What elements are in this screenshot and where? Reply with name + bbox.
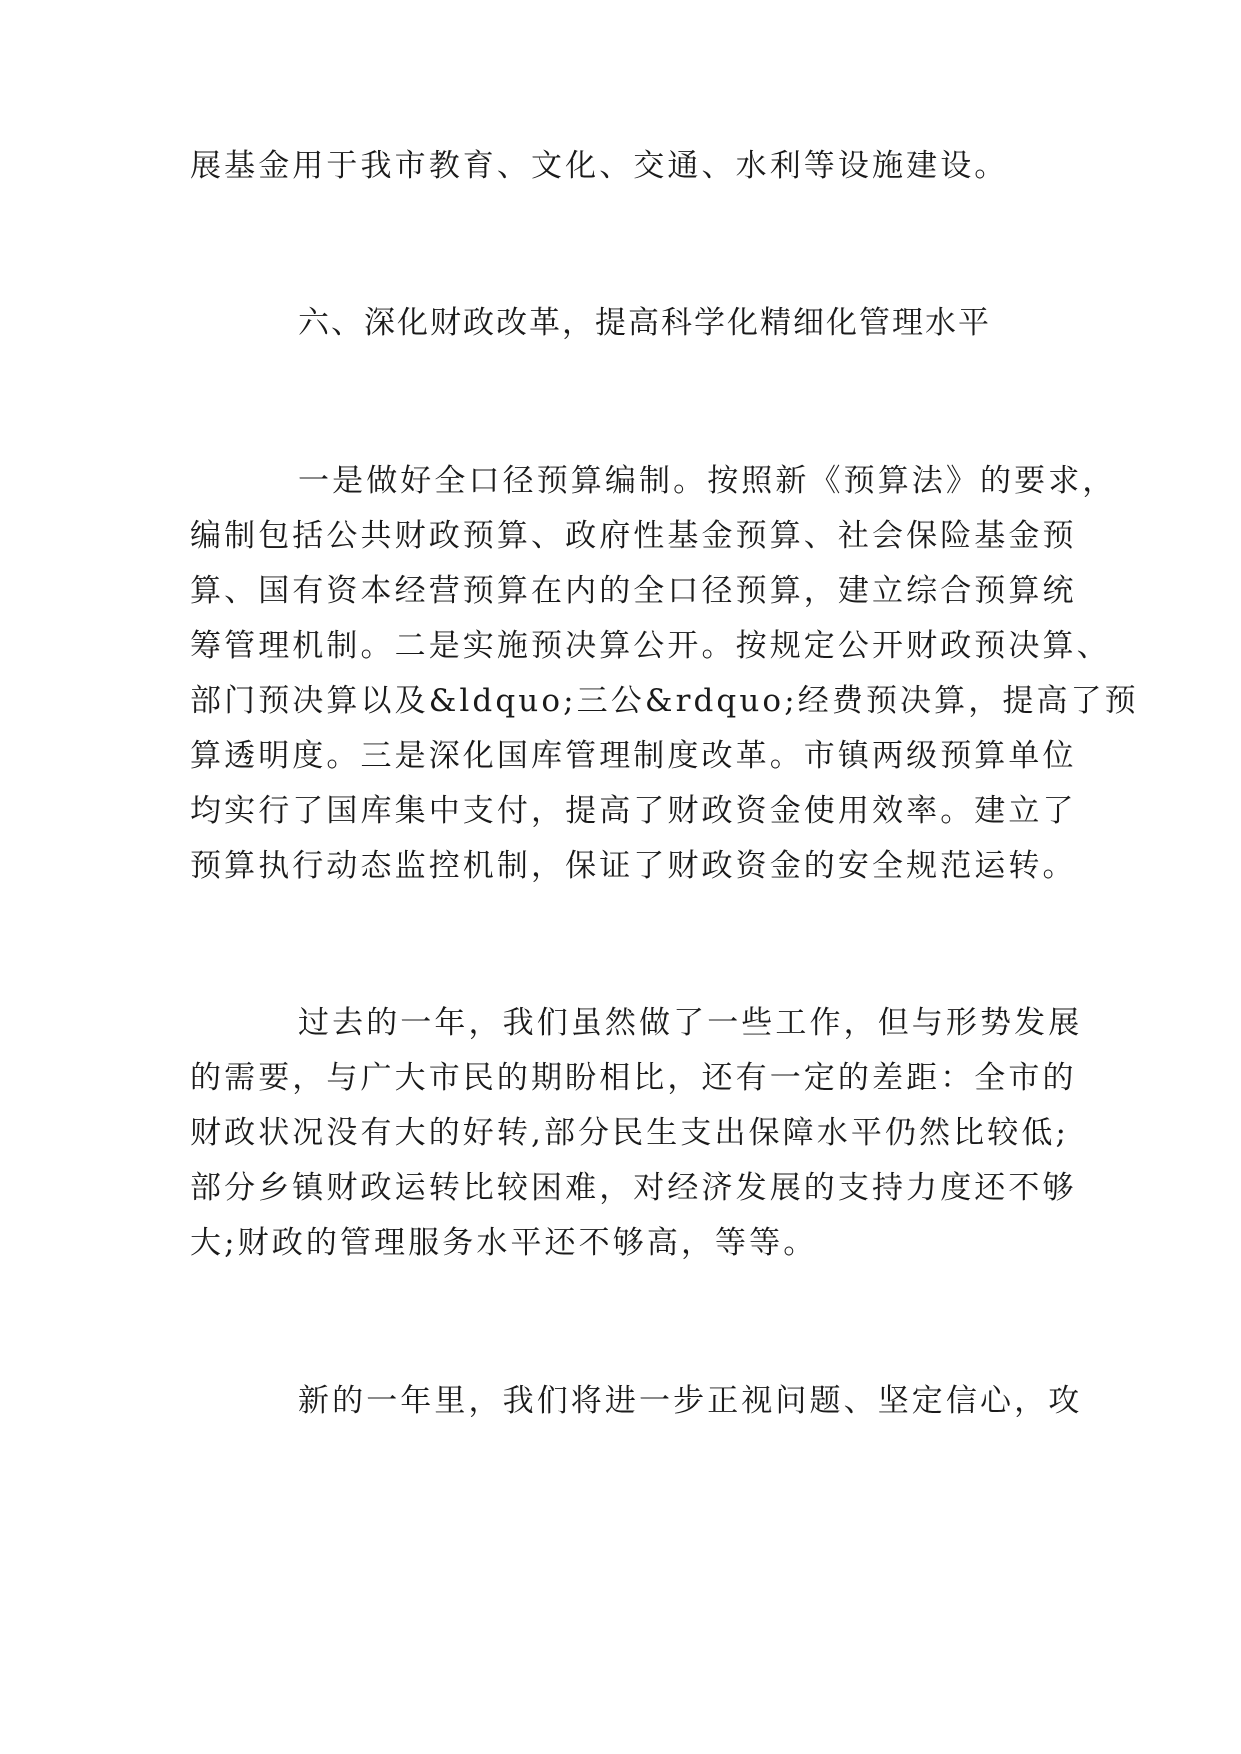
paragraph-line: 均实行了国库集中支付，提高了财政资金使用效率。建立了 xyxy=(190,793,1077,829)
paragraph-line: 部分乡镇财政运转比较困难，对经济发展的支持力度还不够 xyxy=(190,1170,1077,1206)
paragraph-line: 财政状况没有大的好转,部分民生支出保障水平仍然比较低; xyxy=(190,1115,1069,1151)
section-heading: 六、深化财政改革，提高科学化精细化管理水平 xyxy=(298,305,991,341)
paragraph-line: 预算执行动态监控机制，保证了财政资金的安全规范运转。 xyxy=(190,848,1077,884)
paragraph-line: 算透明度。三是深化国库管理制度改革。市镇两级预算单位 xyxy=(190,738,1077,774)
paragraph-line: 的需要，与广大市民的期盼相比，还有一定的差距：全市的 xyxy=(190,1060,1077,1096)
paragraph-line: 筹管理机制。二是实施预决算公开。按规定公开财政预决算、 xyxy=(190,628,1111,664)
paragraph-line: 过去的一年，我们虽然做了一些工作，但与形势发展 xyxy=(298,1005,1083,1041)
paragraph-line: 部门预决算以及&ldquo;三公&rdquo;经费预决算，提高了预 xyxy=(190,683,1139,719)
paragraph-line: 一是做好全口径预算编制。按照新《预算法》的要求， xyxy=(298,463,1117,499)
paragraph-line: 大;财政的管理服务水平还不够高，等等。 xyxy=(190,1225,818,1261)
paragraph-line: 编制包括公共财政预算、政府性基金预算、社会保险基金预 xyxy=(190,518,1077,554)
body-text-line: 展基金用于我市教育、文化、交通、水利等设施建设。 xyxy=(190,148,1009,184)
paragraph-line: 算、国有资本经营预算在内的全口径预算，建立综合预算统 xyxy=(190,573,1077,609)
paragraph-line: 新的一年里，我们将进一步正视问题、坚定信心，攻 xyxy=(298,1383,1083,1419)
